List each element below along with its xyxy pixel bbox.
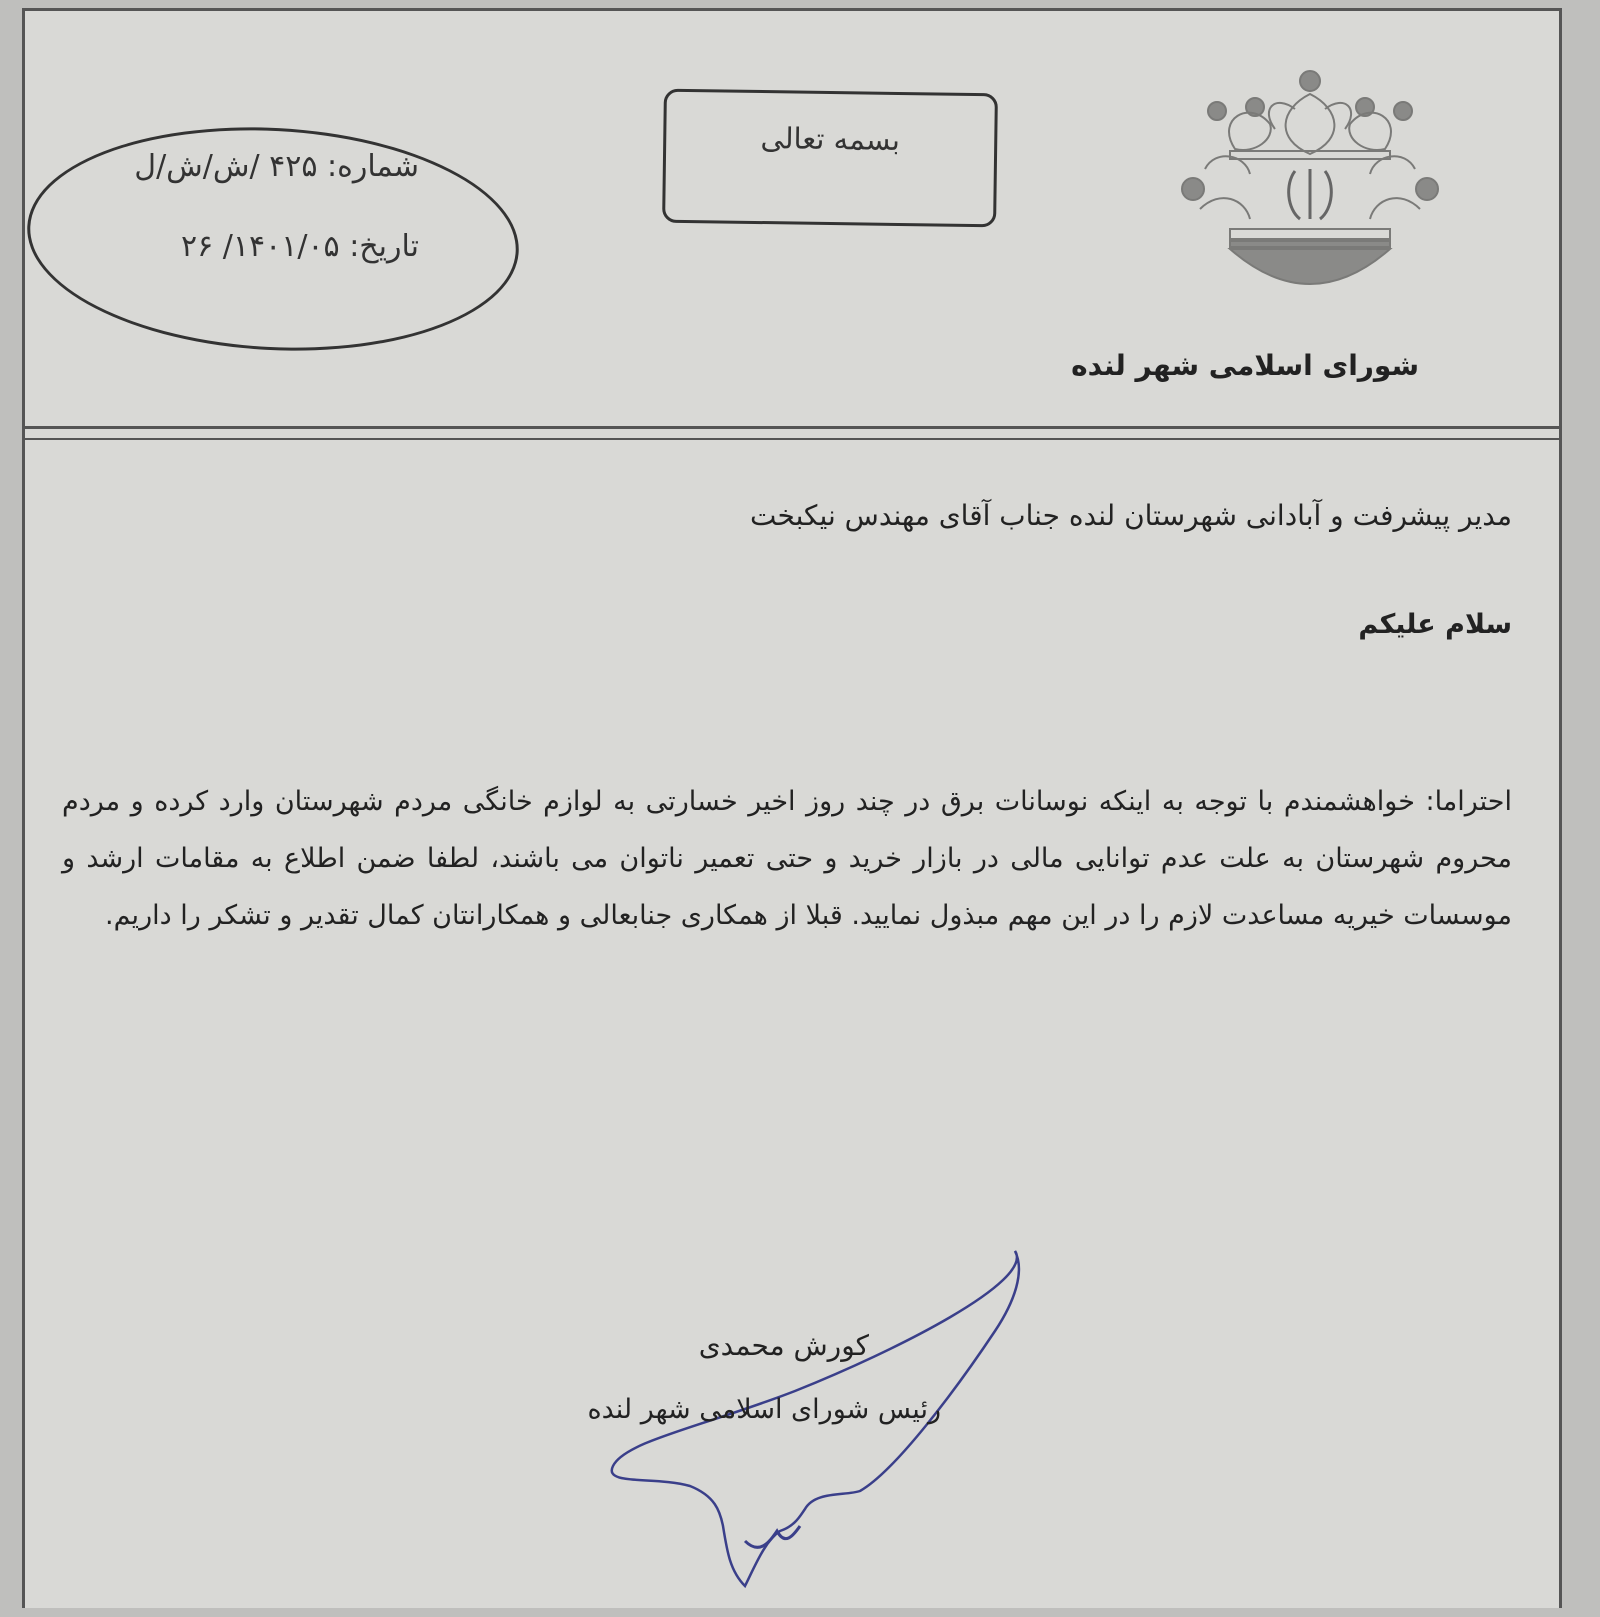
letter-page xyxy=(22,8,1562,1608)
signer-title: رئیس شورای اسلامی شهر لنده xyxy=(587,1394,941,1425)
reference-date: تاریخ: ۱۴۰۱/۰۵/ ۲۶ xyxy=(180,229,419,264)
greeting: سلام علیکم xyxy=(1358,609,1512,640)
signer-name: کورش محمدی xyxy=(698,1329,869,1362)
header-divider xyxy=(25,426,1559,440)
invocation-text: بسمه تعالی xyxy=(760,121,901,157)
letter-body: احتراما: خواهشمندم با توجه به اینکه نوسانات برق در چند روز اخیر خسارتی به لوازم خانگی مردم شهرستان وارد کرده و مردم محروم شهرستان به علت عدم توانایی مالی در بازار خرید و حتی تعمیر ناتوان می باشند، لطفا ضمن اطلاع به مقامات ارشد و موسسات خیریه مساعدت لازم را در این مهم مبذول نمایید. قبلا از همکاری جنابعالی و همکارانتان کمال تقدیر و تشکر را داریم. xyxy=(62,786,1512,931)
addressee: مدیر پیشرفت و آبادانی شهرستان لنده جناب آقای مهندس نیکبخت xyxy=(750,499,1512,532)
reference-number: شماره: ۴۲۵ /ش/ش/ل xyxy=(134,149,419,184)
invocation-box xyxy=(662,89,998,228)
council-emblem-icon xyxy=(1175,69,1445,309)
org-name: شورای اسلامی شهر لنده xyxy=(1071,349,1419,382)
